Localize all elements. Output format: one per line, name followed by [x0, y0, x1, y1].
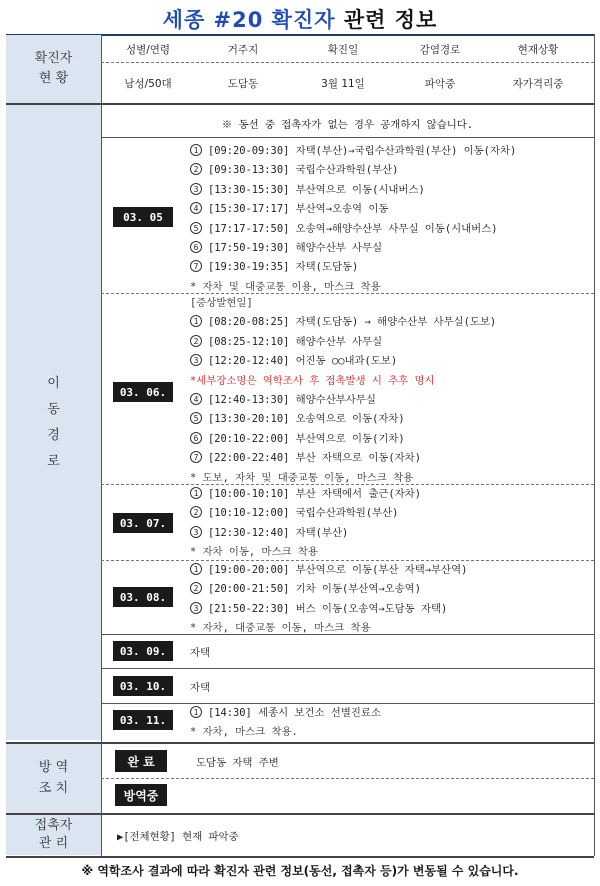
route-date-badge: 03. 05	[113, 207, 173, 227]
route-entry	[190, 313, 496, 328]
route-entry	[190, 485, 421, 500]
info-divider	[101, 62, 594, 63]
route-entry-number: 6	[190, 241, 202, 253]
route-entry-text: [08:25-12:10] 해양수산부 사무실	[208, 335, 383, 348]
route-entry-text: [17:50-19:30] 해양수산부 사무실	[208, 242, 383, 254]
route-entry-text: [10:10-12:00] 국립수산과학원(부산)	[208, 507, 399, 520]
route-entry	[190, 580, 421, 595]
info-header-cell: 거주지	[227, 44, 259, 56]
route-entry	[190, 449, 421, 464]
route-entry-number: 1	[190, 144, 202, 156]
title-case: 세종 #20 확진자	[162, 8, 336, 32]
route-entry-text: [15:30-17:17] 부산역→오송역 이동	[208, 203, 389, 216]
route-date-badge: 03. 11.	[113, 710, 173, 730]
route-entry-number: 1	[190, 706, 202, 718]
info-header-cell: 확진일	[327, 44, 359, 56]
table-label-divider	[101, 34, 102, 856]
route-entry-number: 5	[190, 412, 202, 424]
route-entry-number: 4	[190, 202, 202, 214]
info-value-cell: 3월 11일	[321, 78, 365, 90]
route-entry-text: *세부장소명은 역학조사 후 접촉발생 시 추후 명시	[190, 374, 435, 387]
route-day-note: * 자차, 대중교통 이동, 마스크 착용	[190, 622, 371, 635]
route-entry-number: 3	[190, 526, 202, 538]
route-entry	[190, 372, 435, 387]
info-header-cell: 감염경로	[419, 44, 461, 56]
route-entry-number: 1	[190, 563, 202, 575]
route-entry-text: [09:20-09:30] 자택(부산)→국립수산과학원(부산) 이동(자차)	[208, 145, 517, 157]
route-entry-text: 자택	[190, 647, 211, 659]
route-entry	[190, 410, 405, 425]
route-entry-text: [12:30-12:40] 자택(부산)	[208, 526, 349, 539]
info-value-cell: 자가격리중	[512, 78, 564, 90]
page-title	[0, 4, 600, 34]
route-entry	[190, 220, 498, 235]
route-entry-text: [21:50-22:30] 버스 이동(오송역→도담동 자택)	[208, 602, 448, 615]
info-value-cell: 파악중	[424, 78, 456, 90]
route-entry-number: 3	[190, 354, 202, 366]
route-entry-number: 2	[190, 335, 202, 347]
label-line: 현 황	[38, 71, 69, 86]
info-header-cell: 성별/연령	[125, 44, 171, 56]
route-entry-text: [12:20-12:40] 어진동 ○○내과(도보)	[208, 355, 398, 368]
quarantine-done-badge: 완 료	[115, 750, 167, 772]
route-entry	[190, 181, 425, 196]
route-entry-text: [19:30-19:35] 자택(도담동)	[208, 261, 359, 274]
route-entry-number: 4	[190, 393, 202, 405]
route-day-divider	[101, 634, 594, 635]
route-day-note: * 자차 및 대중교통 이용, 마스크 착용	[190, 280, 381, 293]
label-patient-status	[6, 35, 101, 103]
quarantine-in-progress-badge: 방역중	[115, 784, 167, 806]
route-entry-text: [13:30-20:10] 오송역으로 이동(자차)	[208, 413, 405, 426]
route-date-badge: 03. 08.	[113, 587, 173, 607]
route-entry	[190, 161, 398, 176]
label-line: 확진자	[34, 50, 73, 66]
route-entry-text: [08:20-08:25] 자택(도담동) → 해양수산부 사무실(도보)	[208, 316, 497, 329]
route-day-note: * 도보, 자차 및 대중교통 이동, 마스크 착용	[190, 471, 414, 484]
route-entry-number: 1	[190, 315, 202, 327]
quarantine-divider	[101, 778, 594, 779]
route-day-divider	[101, 293, 594, 294]
route-entry	[190, 200, 388, 215]
label-char: 동	[47, 401, 60, 417]
route-entry-number: 5	[190, 222, 202, 234]
label-char: 경	[47, 427, 60, 443]
quarantine-done-location: 도담동 자택 주변	[196, 757, 279, 769]
contacts-status: ▶[전체현황] 현재 파악중	[117, 831, 239, 843]
route-entry	[190, 258, 358, 273]
route-date-badge: 03. 09.	[113, 641, 173, 661]
info-value-cell: 남성/50대	[124, 78, 172, 90]
route-entry-number: 6	[190, 432, 202, 444]
route-entry-text: 자택	[190, 682, 211, 694]
route-day-note: * 자차, 마스크 착용.	[190, 726, 298, 739]
route-entry-text: [22:00-22:40] 부산 자택으로 이동(자차)	[208, 452, 421, 465]
route-entry-text: [10:00-10:10] 부산 자택에서 출근(자차)	[208, 488, 421, 500]
route-day-divider	[101, 668, 594, 669]
route-entry-text: [17:17-17:50] 오송역→해양수산부 사무실 이동(시내버스)	[208, 222, 498, 235]
route-entry	[190, 679, 210, 694]
route-date-badge: 03. 10.	[113, 676, 173, 696]
route-entry-text: [12:40-13:30] 해양수산부사무실	[208, 394, 376, 406]
route-entry-number: 2	[190, 506, 202, 518]
route-entry-text: [20:00-21:50] 기차 이동(부산역→오송역)	[208, 583, 421, 596]
label-route	[6, 105, 101, 740]
route-entry-number: 1	[190, 487, 202, 499]
label-char: 이	[47, 375, 60, 391]
route-entry	[190, 561, 467, 576]
label-char: 로	[47, 453, 60, 469]
route-entry-number: 7	[190, 451, 202, 463]
footer-notice: ※ 역학조사 결과에 따라 확진자 관련 정보(동선, 접촉자 등)가 변동될 수 있습니다.	[81, 864, 519, 878]
route-entry	[190, 391, 376, 406]
route-day-note: * 자차 이동, 마스크 착용	[190, 546, 318, 559]
route-notice: ※ 동선 중 접촉자가 없는 경우 공개하지 않습니다.	[221, 119, 474, 131]
route-day-header: [증상발현일]	[190, 297, 253, 309]
label-line: 관 리	[38, 836, 69, 851]
route-entry-number: 2	[190, 582, 202, 594]
route-entry-text: [20:10-22:00] 부산역으로 이동(기차)	[208, 432, 405, 445]
route-date-badge: 03. 06.	[113, 382, 173, 402]
route-entry	[190, 352, 397, 367]
route-entry-text: [14:30] 세종시 보건소 선별진료소	[208, 707, 381, 719]
table-right-border	[594, 34, 595, 856]
route-entry-text: [19:00-20:00] 부산역으로 이동(부산 자택→부산역)	[208, 564, 468, 576]
info-header-cell: 현재상황	[517, 44, 559, 56]
route-date-badge: 03. 07.	[113, 513, 173, 533]
route-entry-number: 7	[190, 260, 202, 272]
route-entry	[190, 524, 348, 539]
route-entry-number: 3	[190, 183, 202, 195]
route-entry	[190, 333, 382, 348]
route-entry	[190, 644, 210, 659]
label-line: 조 치	[38, 780, 69, 796]
table-bottom-border	[6, 856, 594, 858]
info-value-cell: 도담동	[227, 78, 259, 90]
route-entry-text: [13:30-15:30] 부산역으로 이동(시내버스)	[208, 183, 425, 196]
label-line: 방 역	[38, 760, 69, 776]
route-entry	[190, 142, 516, 157]
route-entry	[190, 600, 447, 615]
label-quarantine	[6, 744, 101, 813]
route-entry-number: 2	[190, 163, 202, 175]
route-entry-text: [09:30-13:30] 국립수산과학원(부산)	[208, 164, 399, 177]
title-rest: 관련 정보	[343, 8, 438, 32]
label-line: 접촉자	[34, 817, 73, 833]
route-entry-number: 3	[190, 602, 202, 614]
route-entry	[190, 504, 398, 519]
label-contacts	[6, 815, 101, 855]
route-entry	[190, 704, 381, 719]
route-entry	[190, 430, 405, 445]
route-entry	[190, 239, 382, 254]
notice-divider	[101, 137, 594, 138]
